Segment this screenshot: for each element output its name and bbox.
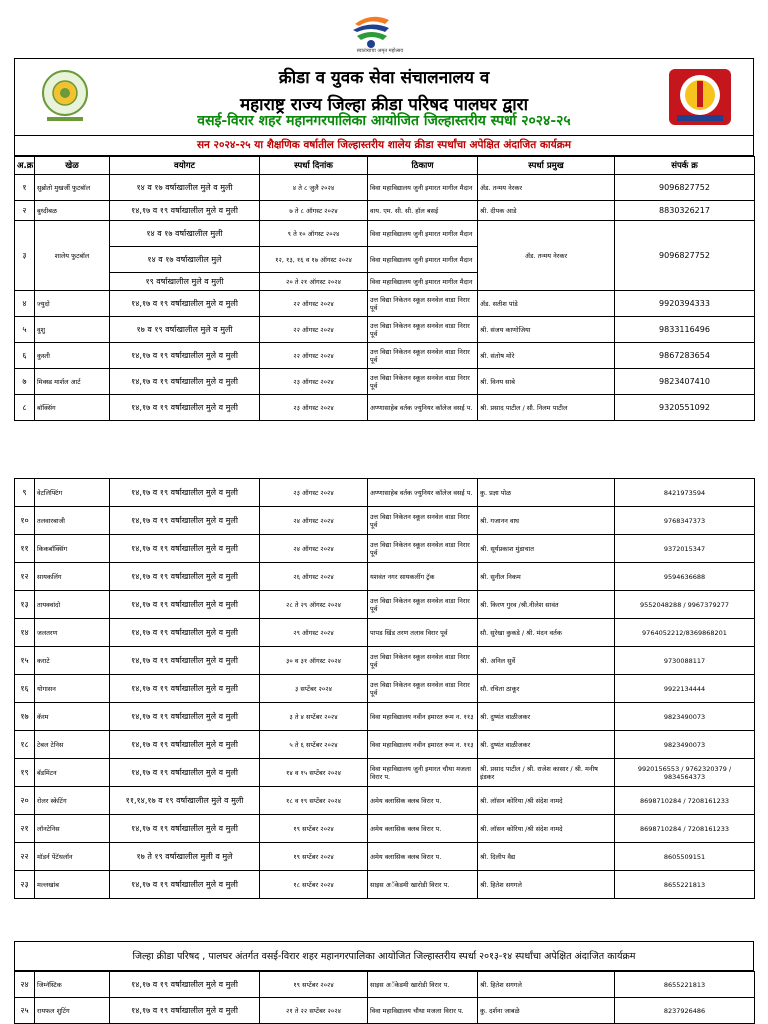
emblem-caption: स्वातंत्र्याचा अमृत महोत्सव xyxy=(356,48,404,54)
row-number: ४ xyxy=(15,291,35,317)
venue: उत्त विद्या निकेतन स्कूल सनवेल वाडा निरार पूर्व xyxy=(368,343,478,369)
venue: वाय. एम. सी. सी. हॉल बसई xyxy=(368,201,478,221)
age-group: १४,१७ व १९ वर्षाखालील मुले व मुली xyxy=(110,591,260,619)
age-group: १७ ते १९ वर्षाखालील मुली व मुले xyxy=(110,843,260,871)
competition-date: ३० व ३१ ऑगस्ट २०२४ xyxy=(260,647,368,675)
venue: यशवंत नगर सायकलींग ट्रॅक xyxy=(368,563,478,591)
table-row xyxy=(15,815,755,843)
contact-number: 9594636688 xyxy=(615,563,755,591)
table-row xyxy=(15,759,755,787)
row-number: १६ xyxy=(15,675,35,703)
age-group: १४,१७ व १९ वर्षाखालील मुले व मुली xyxy=(110,395,260,421)
competition-head: कु. दर्शना जाबळे xyxy=(478,998,615,1024)
row-number: ६ xyxy=(15,343,35,369)
header-line-2: महाराष्ट्र राज्य जिल्हा क्रीडा परिषद पालघर द्वारा xyxy=(239,95,529,115)
contact-number: 8605509151 xyxy=(615,843,755,871)
age-group: १४ व १७ वर्षाखालील मुले xyxy=(110,247,260,273)
sport-name: सायकलिंग xyxy=(35,563,110,591)
sport-name: वुशु xyxy=(35,317,110,343)
venue: अमेय क्लासिक क्लब विरार प. xyxy=(368,787,478,815)
contact-number: 9096827752 xyxy=(615,221,755,291)
contact-number: 9920156553 / 9762320379 / 9834564373 xyxy=(615,759,755,787)
table-row xyxy=(15,317,755,343)
competition-date: २९ ऑगस्ट २०२४ xyxy=(260,619,368,647)
competition-head: कु. प्रज्ञा पोळ xyxy=(478,479,615,507)
row-number: १७ xyxy=(15,703,35,731)
competition-date: २० ते २१ ऑगस्ट २०२४ xyxy=(260,273,368,291)
venue: उत्त विद्या निकेतन स्कूल सनवेल वाडा निरार पूर्व xyxy=(368,647,478,675)
row-number: २३ xyxy=(15,871,35,899)
row-number: १ xyxy=(15,175,35,201)
competition-head: श्री. प्रसाद पाटील / सौ. निलम पाटील xyxy=(478,395,615,421)
table-row xyxy=(15,291,755,317)
age-group: १४,१७ व १९ वर्षाखालील मुले व मुली xyxy=(110,535,260,563)
competition-head: श्री. हितेश सगगले xyxy=(478,972,615,998)
table-row xyxy=(15,201,755,221)
sport-name: मॉडर्न पेंटॅथलॉन xyxy=(35,843,110,871)
row-number: २४ xyxy=(15,972,35,998)
age-group: १४,१७ व १९ वर्षाखालील मुले व मुली xyxy=(110,703,260,731)
row-number: २२ xyxy=(15,843,35,871)
table-row xyxy=(15,221,755,247)
contact-number: 8698710284 / 7208161233 xyxy=(615,815,755,843)
competition-date: ३ ते ४ सप्टेंबर २०२४ xyxy=(260,703,368,731)
competition-head: श्री. अनिल सुर्वे xyxy=(478,647,615,675)
sport-name: जलतरण xyxy=(35,619,110,647)
row-number: २ xyxy=(15,201,35,221)
row-number: २५ xyxy=(15,998,35,1024)
sport-name: किकबॉक्सिंग xyxy=(35,535,110,563)
row-number: १२ xyxy=(15,563,35,591)
schedule-table-part-1 xyxy=(14,156,755,421)
column-header: खेळ xyxy=(35,157,110,175)
contact-number: 9730088117 xyxy=(615,647,755,675)
venue: उत्त विद्या निकेतन स्कूल सनवेल वाडा निरार पूर्व xyxy=(368,369,478,395)
sport-name: सुब्रोतो मुखर्जी फुटबॉल xyxy=(35,175,110,201)
venue: विवा महाविद्यालय नवीन इमारत रूम न. ११३ xyxy=(368,731,478,759)
sport-name: मिक्स्ड मार्शल आर्ट xyxy=(35,369,110,395)
table-row xyxy=(15,703,755,731)
row-number: ८ xyxy=(15,395,35,421)
column-header: वयोगट xyxy=(110,157,260,175)
competition-date: २४ ऑगस्ट २०२४ xyxy=(260,535,368,563)
contact-number: 8421973594 xyxy=(615,479,755,507)
competition-date: ४ ते ८ जुलै २०२४ xyxy=(260,175,368,201)
sport-name: रायफल शुटिंग xyxy=(35,998,110,1024)
competition-head: श्री. दीपक आडे xyxy=(478,201,615,221)
competition-date: २२ ऑगस्ट २०२४ xyxy=(260,291,368,317)
table-row xyxy=(15,479,755,507)
row-number: २१ xyxy=(15,815,35,843)
header-line-1: क्रीडा व युवक सेवा संचालनालय व xyxy=(278,68,490,88)
sport-name: बॉक्सिंग xyxy=(35,395,110,421)
row-number: १३ xyxy=(15,591,35,619)
contact-number: 8237926486 xyxy=(615,998,755,1024)
competition-date: १९ सप्टेंबर २०२४ xyxy=(260,972,368,998)
schedule-subtitle: सन २०२४-२५ या शैक्षणिक वर्षातील जिल्हास्तरीय शालेय क्रीडा स्पर्धांचा अपेक्षित अंदाजित कार्यक्रम xyxy=(14,136,754,156)
competition-head: श्री. गजानन वाघ xyxy=(478,507,615,535)
age-group: १४,१७ व १९ वर्षाखालील मुले व मुली xyxy=(110,972,260,998)
contact-number: 8698710284 / 7208161233 xyxy=(615,787,755,815)
header-line-3: वसई-विरार शहर महानगरपालिका आयोजित जिल्हास्तरीय स्पर्धा २०२४-२५ xyxy=(197,113,571,129)
table-row xyxy=(15,535,755,563)
contact-number: 9920394333 xyxy=(615,291,755,317)
age-group: १४,१७ व १९ वर्षाखालील मुले व मुली xyxy=(110,563,260,591)
venue: विवा महाविद्यालय चौथा मजला विरार प. xyxy=(368,998,478,1024)
venue: अण्णासाहेब वर्तक ज्युनियर कॉलेज वसई प. xyxy=(368,479,478,507)
age-group: १४,१७ व १९ वर्षाखालील मुले व मुली xyxy=(110,731,260,759)
row-number: ३ xyxy=(15,221,35,291)
column-header: अ.क्र xyxy=(15,157,35,175)
row-number: १९ xyxy=(15,759,35,787)
table-row xyxy=(15,787,755,815)
age-group: ११,१४,१७ व १९ वर्षाखालील मुले व मुली xyxy=(110,787,260,815)
column-header: स्पर्धा दिनांक xyxy=(260,157,368,175)
venue: अमेय क्लासिक क्लब विरार प. xyxy=(368,843,478,871)
contact-number: 9823490073 xyxy=(615,703,755,731)
competition-head: ॲड. तन्मय नेरकर xyxy=(478,221,615,291)
venue: उत्त विद्या निकेतन स्कूल सनवेल वाडा निरार पूर्व xyxy=(368,535,478,563)
age-group: १४ व १७ वर्षाखालील मुली xyxy=(110,221,260,247)
contact-number: 8655221813 xyxy=(615,871,755,899)
venue: उत्त विद्या निकेतन स्कूल सनवेल वाडा निरार पूर्व xyxy=(368,291,478,317)
table-row xyxy=(15,871,755,899)
table-row xyxy=(15,369,755,395)
sport-name: वेटलिफ्टिंग xyxy=(35,479,110,507)
venue: उत्त विद्या निकेतन स्कूल सनवेल वाडा निरार पूर्व xyxy=(368,675,478,703)
age-group: १४,१७ व १९ वर्षाखालील मुले व मुली xyxy=(110,815,260,843)
age-group: १४,१७ व १९ वर्षाखालील मुले व मुली xyxy=(110,507,260,535)
competition-head: श्री. हितेश सगगले xyxy=(478,871,615,899)
venue: विवा महाविद्यालय जुनी इमारत मागील मैदान xyxy=(368,221,478,247)
contact-number: 8830326217 xyxy=(615,201,755,221)
competition-head: श्री. किरण गुरव /श्री.नीलेश सावंत xyxy=(478,591,615,619)
competition-date: ३ सप्टेंबर २०२४ xyxy=(260,675,368,703)
competition-date: १८ सप्टेंबर २०२४ xyxy=(260,871,368,899)
competition-head: ॲड. तन्मय नेरकर xyxy=(478,175,615,201)
competition-date: ९ ते १० ऑगस्ट २०२४ xyxy=(260,221,368,247)
table-row xyxy=(15,563,755,591)
contact-number: 9372015347 xyxy=(615,535,755,563)
row-number: ५ xyxy=(15,317,35,343)
row-number: २० xyxy=(15,787,35,815)
sport-name: टेबल टेनिस xyxy=(35,731,110,759)
competition-date: १८ व १९ सप्टेंबर २०२४ xyxy=(260,787,368,815)
venue: विवा महाविद्यालय जुनी इमारत मागील मैदान xyxy=(368,273,478,291)
venue: अण्णासाहेब वर्तक ज्युनियर कॉलेज वसई प. xyxy=(368,395,478,421)
competition-date: ७ ते ८ ऑगस्ट २०२४ xyxy=(260,201,368,221)
competition-head: श्री. दुष्यंत वाळीजकर xyxy=(478,731,615,759)
competition-head: श्री. संतोष मोरे xyxy=(478,343,615,369)
sport-name: मल्लखांब xyxy=(35,871,110,899)
venue: अमेय क्लासिक क्लब विरार प. xyxy=(368,815,478,843)
sport-name: तलवारबाजी xyxy=(35,507,110,535)
age-group: १४,१७ व १९ वर्षाखालील मुले व मुली xyxy=(110,647,260,675)
age-group: १४,१७ व १९ वर्षाखालील मुले व मुली xyxy=(110,343,260,369)
contact-number: 9768347373 xyxy=(615,507,755,535)
contact-number: 9552048288 / 9967379277 xyxy=(615,591,755,619)
venue: विवा महाविद्यालय जुनी इमारत मागील मैदान xyxy=(368,247,478,273)
age-group: १७ व १९ वर्षाखालील मुले व मुली xyxy=(110,317,260,343)
sport-name: कॅरम xyxy=(35,703,110,731)
venue: विवा महाविद्यालय जुनी इमारत चौथा मजला विरार प. xyxy=(368,759,478,787)
age-group: १४,१७ व १९ वर्षाखालील मुले व मुली xyxy=(110,675,260,703)
competition-date: २१ ते २२ सप्टेंबर २०२४ xyxy=(260,998,368,1024)
competition-head: सौ. सुरेखा कुकडे / श्री. मंदन वर्तक xyxy=(478,619,615,647)
sport-name: बुध्दीबळ xyxy=(35,201,110,221)
table-row xyxy=(15,175,755,201)
contact-number: 8655221813 xyxy=(615,972,755,998)
venue: पापड खिंड तरण तलाव विरार पूर्व xyxy=(368,619,478,647)
contact-number: 9823490073 xyxy=(615,731,755,759)
sport-name: तायक्वांदो xyxy=(35,591,110,619)
sport-name: कराटे xyxy=(35,647,110,675)
competition-head: श्री. लॉसन कोरिया /श्री संदेश नामदे xyxy=(478,787,615,815)
competition-date: २३ ऑगस्ट २०२४ xyxy=(260,369,368,395)
sport-name: कुस्ती xyxy=(35,343,110,369)
sport-name: शालेय फुटबॉल xyxy=(35,221,110,291)
row-number: ७ xyxy=(15,369,35,395)
competition-date: २२ ऑगस्ट २०२४ xyxy=(260,317,368,343)
competition-head: श्री. लॉसन कोरिया /श्री संदेश नामदे xyxy=(478,815,615,843)
contact-number: 9096827752 xyxy=(615,175,755,201)
competition-head: श्री. सूर्यप्रकाश मुंडाचात xyxy=(478,535,615,563)
schedule-table-part-3 xyxy=(14,971,755,1024)
competition-head: ॲड. सतीश पांडे xyxy=(478,291,615,317)
competition-head: श्री. प्रसाद पाटील / श्री. राजेश कासार / श्री. मनीष इंडकर xyxy=(478,759,615,787)
age-group: १४,१७ व १९ वर्षाखालील मुले व मुली xyxy=(110,871,260,899)
venue: उत्त विद्या निकेतन स्कूल सनवेल वाडा निरार पूर्व xyxy=(368,507,478,535)
venue: साइस अॅकेडमी खारोडी विरार प. xyxy=(368,972,478,998)
row-number: १८ xyxy=(15,731,35,759)
age-group: १४,१७ व १९ वर्षाखालील मुले व मुली xyxy=(110,479,260,507)
sport-name: योगासन xyxy=(35,675,110,703)
table-row xyxy=(15,647,755,675)
contact-number: 9922134444 xyxy=(615,675,755,703)
azadi-ka-amrit-mahotsav-emblem xyxy=(345,10,397,50)
table-row xyxy=(15,343,755,369)
column-header: ठिकाण xyxy=(368,157,478,175)
sport-name: बॅडमिंटन xyxy=(35,759,110,787)
venue: विवा महाविद्यालय जुनी इमारत मागील मैदान xyxy=(368,175,478,201)
age-group: १४,१७ व १९ वर्षाखालील मुले व मुली xyxy=(110,291,260,317)
competition-head: श्री. विनय साबे xyxy=(478,369,615,395)
age-group: १४ व १७ वर्षाखालील मुले व मुली xyxy=(110,175,260,201)
row-number: ११ xyxy=(15,535,35,563)
competition-date: २३ ऑगस्ट २०२४ xyxy=(260,479,368,507)
row-number: ९ xyxy=(15,479,35,507)
contact-number: 9823407410 xyxy=(615,369,755,395)
second-schedule-banner: जिल्हा क्रीडा परिषद , पालघर अंतर्गत वसई-विरार शहर महानगरपालिका आयोजित जिल्हास्तरीय स्पर्धा २०१३-१४ स्पर्धांचा अपेक्षित अंदाजित कार्यक्रम xyxy=(14,941,754,971)
competition-date: २३ ऑगस्ट २०२४ xyxy=(260,395,368,421)
competition-date: १९ सप्टेंबर २०२४ xyxy=(260,815,368,843)
row-number: १५ xyxy=(15,647,35,675)
contact-number: 9867283654 xyxy=(615,343,755,369)
schedule-table-part-2 xyxy=(14,478,755,899)
venue: साइस अॅकेडमी खारोडी विरार प. xyxy=(368,871,478,899)
sport-name: ज्युदो xyxy=(35,291,110,317)
age-group: १४,१७ व १९ वर्षाखालील मुले व मुली xyxy=(110,998,260,1024)
competition-head: सौ. रचिता ठाकूर xyxy=(478,675,615,703)
competition-date: २२ ऑगस्ट २०२४ xyxy=(260,343,368,369)
competition-head: श्री. दुष्यंत वाळीजकर xyxy=(478,703,615,731)
venue: उत्त विद्या निकेतन स्कूल सनवेल वाडा निरार पूर्व xyxy=(368,317,478,343)
age-group: १४,१७ व १९ वर्षाखालील मुले व मुली xyxy=(110,759,260,787)
table-row xyxy=(15,507,755,535)
row-number: १४ xyxy=(15,619,35,647)
sport-name: रोलर स्केटिंग xyxy=(35,787,110,815)
venue: विवा महाविद्यालय नवीन इमारत रूम न. ११३ xyxy=(368,703,478,731)
sport-name: जिम्नॅस्टिक xyxy=(35,972,110,998)
competition-date: २८ ते २९ ऑगस्ट २०२४ xyxy=(260,591,368,619)
table-row xyxy=(15,731,755,759)
age-group: १४,१७ व १९ वर्षाखालील मुले व मुली xyxy=(110,369,260,395)
table-row xyxy=(15,675,755,703)
table-row xyxy=(15,998,755,1024)
venue: उत्त विद्या निकेतन स्कूल सनवेल वाडा निरार पूर्व xyxy=(368,591,478,619)
competition-date: १९ सप्टेंबर २०२४ xyxy=(260,843,368,871)
sport-name: लॉनटेनिस xyxy=(35,815,110,843)
age-group: १९ वर्षाखालील मुले व मुली xyxy=(110,273,260,291)
competition-date: १४ व १५ सप्टेंबर २०२४ xyxy=(260,759,368,787)
competition-date: २६ ऑगस्ट २०२४ xyxy=(260,563,368,591)
competition-date: १२, १३, १६ व १७ ऑगस्ट २०२४ xyxy=(260,247,368,273)
table-row xyxy=(15,591,755,619)
table-header-row xyxy=(15,157,755,175)
column-header: संपर्क क्र xyxy=(615,157,755,175)
document-header xyxy=(14,58,754,136)
competition-date: ५ ते ६ सप्टेंबर २०२४ xyxy=(260,731,368,759)
competition-head: श्री. सुनील निकम xyxy=(478,563,615,591)
table-row xyxy=(15,972,755,998)
competition-date: २४ ऑगस्ट २०२४ xyxy=(260,507,368,535)
table-row xyxy=(15,395,755,421)
contact-number: 9320551092 xyxy=(615,395,755,421)
row-number: १० xyxy=(15,507,35,535)
contact-number: 9833116496 xyxy=(615,317,755,343)
competition-head: श्री. संजय काणोजिया xyxy=(478,317,615,343)
table-row xyxy=(15,619,755,647)
age-group: १४,१७ व १९ वर्षाखालील मुले व मुली xyxy=(110,201,260,221)
column-header: स्पर्धा प्रमुख xyxy=(478,157,615,175)
age-group: १४,१७ व १९ वर्षाखालील मुले व मुली xyxy=(110,619,260,647)
competition-head: श्री. दिलीप वैद्य xyxy=(478,843,615,871)
contact-number: 9764052212/8369868201 xyxy=(615,619,755,647)
table-row xyxy=(15,843,755,871)
